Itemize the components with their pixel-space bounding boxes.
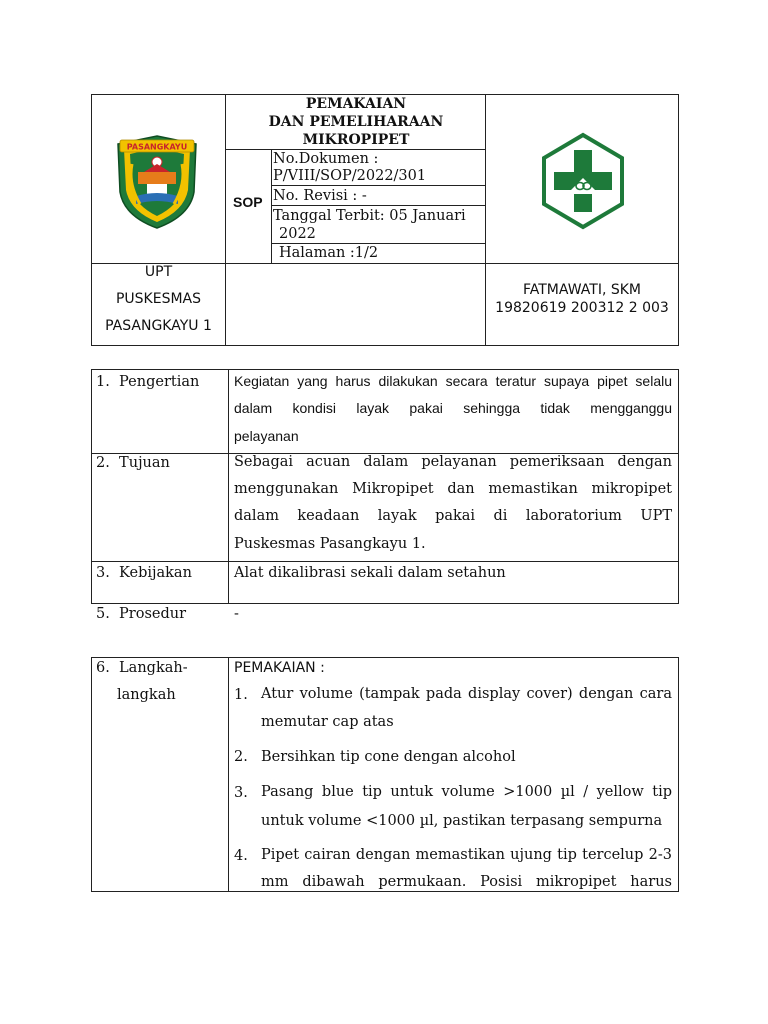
step-4-number: 4.	[234, 848, 248, 864]
tujuan-line-2: menggunakan Mikropipet dan memastikan mikropipet	[234, 481, 672, 497]
organization-line-2: PUSKESMAS	[115, 291, 202, 307]
row-label-pengertian: 1. Pengertian	[96, 374, 200, 390]
organization-line-3: PASANGKAYU 1	[105, 318, 212, 334]
step-4-line-1: Pipet cairan dengan memastikan ujung tip tercelup 2-3	[261, 847, 672, 863]
pemakaian-heading: PEMAKAIAN :	[234, 660, 325, 676]
step-3-line-1: Pasang blue tip untuk volume >1000 µl / yellow tip	[261, 784, 672, 800]
kebijakan-text: Alat dikalibrasi sekali dalam setahun	[234, 565, 506, 581]
step-3-number: 3.	[234, 785, 248, 801]
tujuan-line-4: Puskesmas Pasangkayu 1.	[234, 536, 426, 552]
step-1-line-1: Atur volume (tampak pada display cover) dengan cara	[261, 686, 672, 702]
step-1-number: 1.	[234, 687, 248, 703]
page-number: Halaman :1/2	[279, 245, 379, 261]
row-label-prosedur: 5. Prosedur	[96, 606, 187, 622]
tujuan-line-1: Sebagai acuan dalam pelayanan pemeriksaan dengan	[234, 454, 672, 470]
prosedur-text: -	[234, 606, 239, 622]
signer-name: FATMAWATI, SKM	[523, 282, 641, 298]
revision-number: No. Revisi : -	[273, 188, 367, 204]
doc-number-value: P/VIII/SOP/2022/301	[273, 168, 427, 184]
pengertian-line-1: Kegiatan yang harus dilakukan secara teratur supaya pipet selalu	[234, 373, 672, 389]
regency-logo	[114, 134, 200, 230]
organization-line-1: UPT	[144, 264, 173, 280]
step-2-number: 2.	[234, 749, 248, 765]
row-label-langkah-2: langkah	[117, 687, 176, 703]
step-1-line-2: memutar cap atas	[261, 714, 394, 730]
step-2-line-1: Bersihkan tip cone dengan alcohol	[261, 749, 516, 765]
doc-number-label: No.Dokumen :	[273, 151, 379, 167]
row-label-langkah-1: 6. Langkah-	[96, 660, 188, 676]
pengertian-line-2: dalam kondisi layak pakai sehingga tidak mengganggu	[234, 400, 672, 416]
row-label-kebijakan: 3. Kebijakan	[96, 565, 192, 581]
step-4-line-2: mm dibawah permukaan. Posisi mikropipet harus	[261, 874, 672, 890]
document-title-line-2: DAN PEMELIHARAAN	[268, 114, 444, 130]
signer-nip: 19820619 200312 2 003	[495, 300, 669, 316]
issue-date-line-1: Tanggal Terbit: 05 Januari	[273, 208, 466, 224]
sop-label: SOP	[233, 194, 263, 210]
puskesmas-logo	[540, 132, 626, 230]
step-3-line-2: untuk volume <1000 µl, pastikan terpasang sempurna	[261, 813, 663, 829]
document-title-line-1: PEMAKAIAN	[305, 96, 407, 112]
pengertian-line-3: pelayanan	[234, 428, 299, 444]
row-label-tujuan: 2. Tujuan	[96, 455, 170, 471]
document-title-line-3: MIKROPIPET	[302, 132, 410, 148]
svg-text:PASANGKAYU: PASANGKAYU	[126, 142, 188, 152]
issue-date-line-2: 2022	[279, 226, 316, 242]
tujuan-line-3: dalam keadaan layak pakai di laboratorium UPT	[234, 508, 672, 524]
